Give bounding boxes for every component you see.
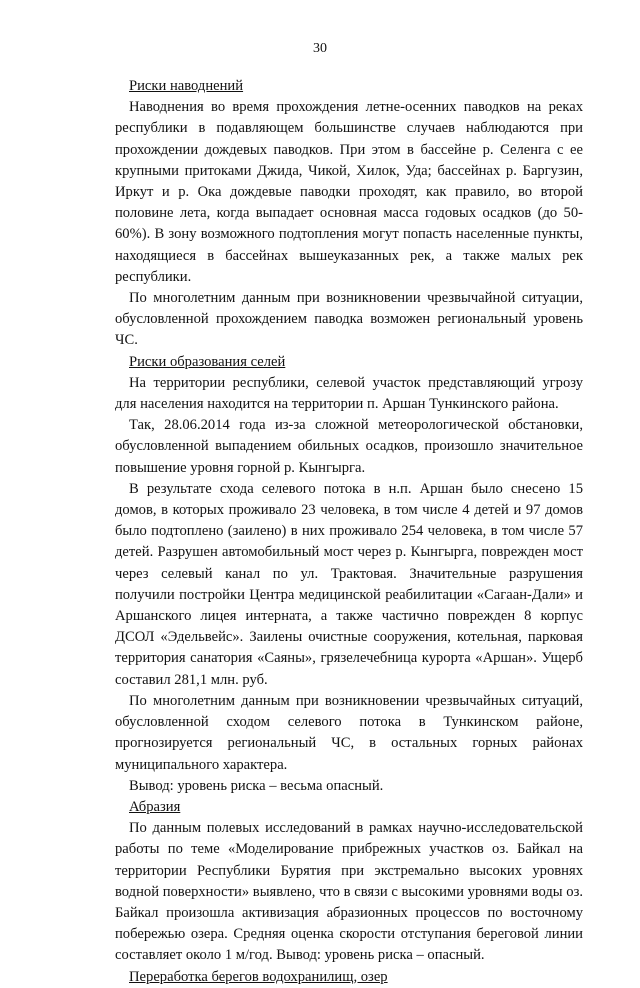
body-paragraph: По данным полевых исследований в рамках научно-исследовательской работы по теме «Моделирование прибрежных участков оз. Байкал на территории Республики Бурятия при экстремально высоких уровнях водной поверхности» выявлено, что в связи с высокими уровнями воды оз. Байкал произошла активизация абразионных процессов по восточному побережью озера. Средняя оценка скорости отступания береговой линии составляет около 1 м/год. Вывод: уровень риска – опасный. — [115, 820, 583, 964]
section-heading: Абразия — [129, 798, 181, 815]
body-paragraph: Вывод: уровень риска – весьма опасный. — [129, 777, 384, 794]
body-paragraph: Так, 28.06.2014 года из-за сложной метеорологической обстановки, обусловленной выпадением обильных осадков, произошло значительное повышение уровня горной р. Кынгырга. — [115, 417, 583, 476]
section-heading: Риски образования селей — [129, 353, 286, 370]
body-paragraph: По многолетним данным при возникновении чрезвычайной ситуации, обусловленной прохождением паводка возможен региональный уровень ЧС. — [115, 290, 583, 349]
body-paragraph: По многолетним данным при возникновении чрезвычайных ситуаций, обусловленной сходом селевого потока в Тункинском районе, прогнозируется региональный ЧС, в остальных горных районах муниципального характера. — [115, 692, 583, 773]
page-content — [115, 76, 583, 988]
body-paragraph: Наводнения во время прохождения летне-осенних паводков на реках республики в подавляющем большинстве случаев наблюдаются при прохождении дождевых паводков. При этом в бассейне р. Селенга с ее крупными притоками Джида, Чикой, Хилок, Уда; бассейнах р. Баргузин, Иркут и р. Ока дождевые паводки проходят, как правило, во второй половине лета, когда выпадает основная масса годовых осадков (до 50-60%). В зону возможного подтопления могут попасть населенные пункты, находящиеся в бассейнах вышеуказанных рек, а также малых рек республики. — [115, 99, 583, 285]
body-paragraph: В результате схода селевого потока в н.п. Аршан было снесено 15 домов, в которых проживало 23 человека, в том числе 4 детей и 97 домов было подтоплено (заилено) в них проживало 254 человека, в том числе 57 детей. Разрушен автомобильный мост через р. Кынгырга, поврежден мост через селевый канал по ул. Трактовая. Значительные разрушения получили постройки Центра медицинской реабилитации «Сагаан-Дали» и Аршанского лицея интерната, а также частично поврежден 8 корпус ДСОЛ «Эдельвейс». Заилены очистные сооружения, котельная, парковая территория санатория «Саяны», грязелечебница курорта «Аршан». Ущерб составил 281,1 млн. руб. — [115, 480, 583, 688]
page-number: 30 — [313, 41, 327, 56]
section-heading: Переработка берегов водохранилищ, озер — [129, 968, 388, 985]
body-paragraph: На территории республики, селевой участок представляющий угрозу для населения находится на территории п. Аршан Тункинского района. — [115, 374, 583, 413]
section-heading: Риски наводнений — [129, 78, 244, 94]
